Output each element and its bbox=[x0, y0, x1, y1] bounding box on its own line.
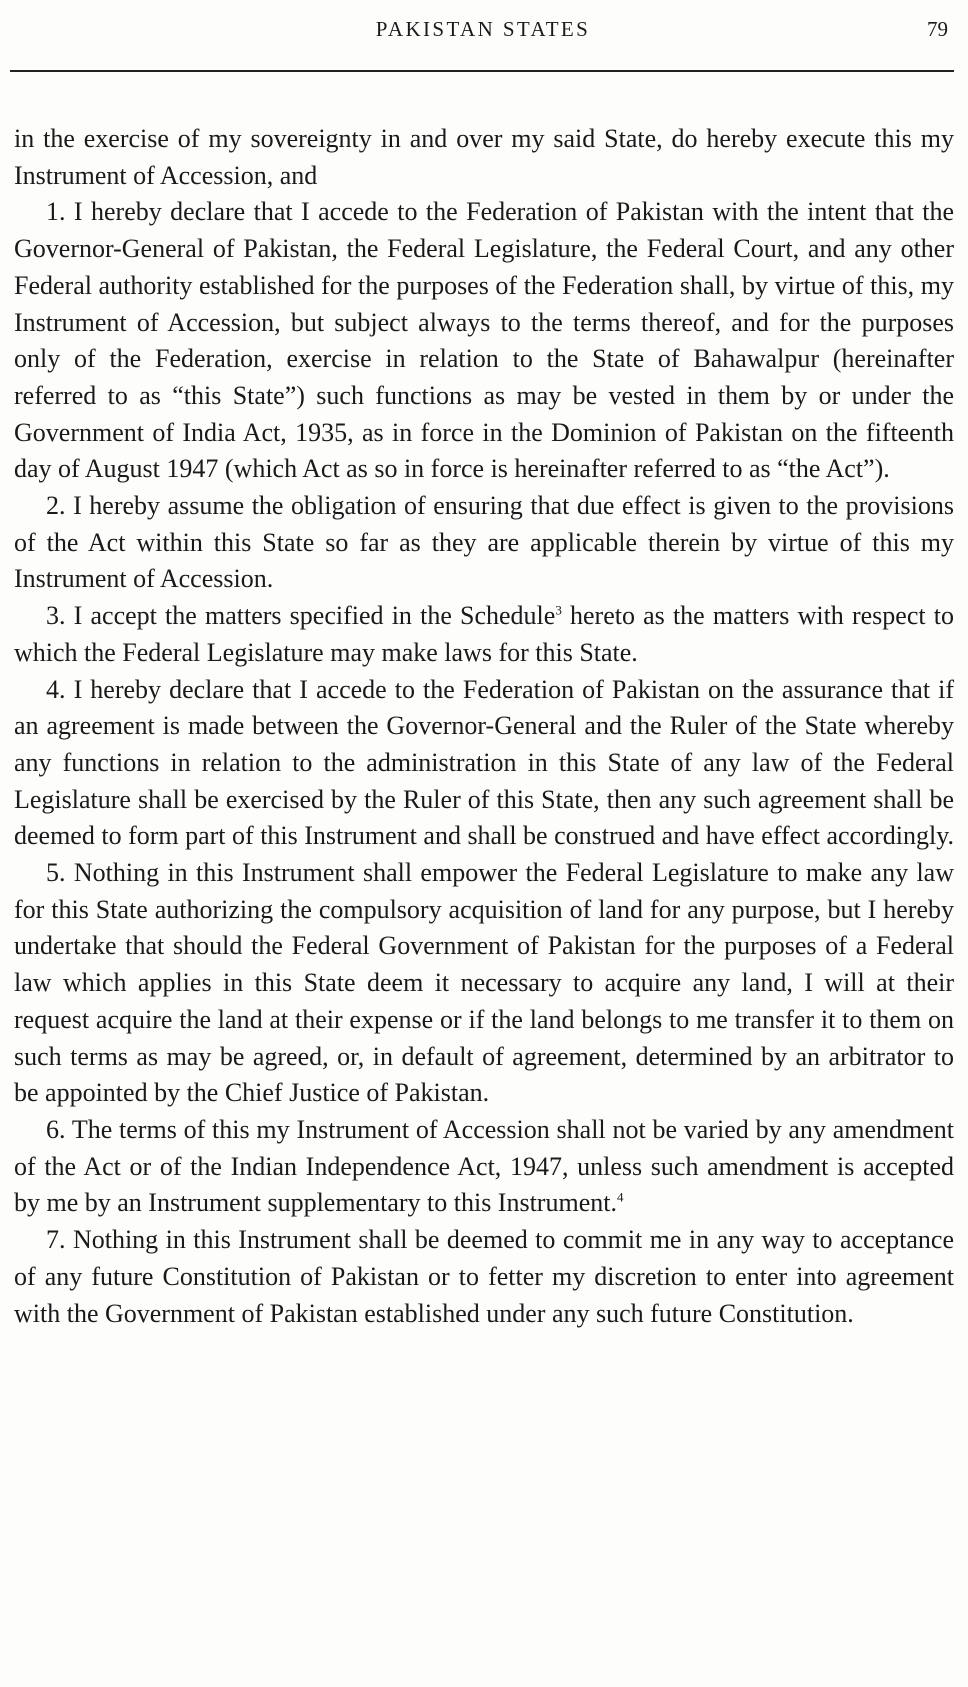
clause-5: 5. Nothing in this Instrument shall empower the Federal Legislature to make any law for this State authorizing the compulsory acquisition of land for any purpose, but I hereby undertake that should the Federal Government of Pakistan for the purposes of a Federal law which applies in this State deem it necessary to acquire any land, I will at their request acquire the land at their expense or if the land belongs to me transfer it to them on such terms as may be agreed, or, in default of agreement, determined by an arbitrator to be appointed by the Chief Justice of Pakistan. bbox=[14, 858, 954, 1108]
clause-2: 2. I hereby assume the obligation of ensuring that due effect is given to the provisions of the Act within this State so far as they are applicable therein by virtue of this my Instrument of Accession. bbox=[14, 491, 954, 594]
paragraph-continuation: in the exercise of my sovereignty in and over my said State, do hereby execute this my Instrument of Accession, and bbox=[14, 124, 954, 190]
page-number: 79 bbox=[927, 17, 948, 41]
body-text bbox=[14, 121, 954, 1332]
clause-3-text-after: hereto as the matters with respect to which the Federal Legislature may make laws for this State. bbox=[14, 601, 954, 667]
clause-3-text-before: 3. I accept the matters specified in the Schedule bbox=[46, 601, 556, 631]
clause-6-text-before: 6. The terms of this my Instrument of Accession shall not be varied by any amendment of the Act or of the Indian Independence Act, 1947, unless such amendment is accepted by me by an Instrument supplementary to this Instrument. bbox=[14, 1114, 954, 1218]
clause-6 bbox=[14, 1112, 954, 1222]
footnote-ref-4[interactable]: 4 bbox=[616, 1189, 624, 1205]
running-header bbox=[14, 14, 952, 44]
running-title: PAKISTAN STATES bbox=[375, 17, 591, 41]
clause-3 bbox=[14, 598, 954, 671]
footnote-ref-3[interactable]: 3 bbox=[555, 602, 562, 618]
header-rule bbox=[10, 70, 954, 72]
clause-1: 1. I hereby declare that I accede to the Federation of Pakistan with the intent that the Governor-General of Pakistan, the Federal Legislature, the Federal Court, and any other Federal authority established for the purposes of the Federation shall, by virtue of this, my Instrument of Accession, but subject always to the terms thereof, and for the purposes only of the Federation, exercise in relation to the State of Bahawalpur (hereinafter referred to as “this State”) such functions as may be vested in them by or under the Government of India Act, 1935, as in force in the Dominion of Pakistan on the fifteenth day of August 1947 (which Act as so in force is hereinafter referred to as “the Act”). bbox=[14, 197, 954, 484]
clause-7: 7. Nothing in this Instrument shall be deemed to commit me in any way to acceptance of any future Constitution of Pakistan or to fetter my discretion to enter into agreement with the Government of Pakistan established under any such future Constitution. bbox=[14, 1225, 954, 1328]
clause-4: 4. I hereby declare that I accede to the Federation of Pakistan on the assurance that if an agreement is made between the Governor-General and the Ruler of the State whereby any functions in relation to the administration in this State of any law of the Federal Legislature shall be exercised by the Ruler of this State, then any such agreement shall be deemed to form part of this Instrument and shall be construed and have effect accordingly. bbox=[14, 674, 955, 851]
